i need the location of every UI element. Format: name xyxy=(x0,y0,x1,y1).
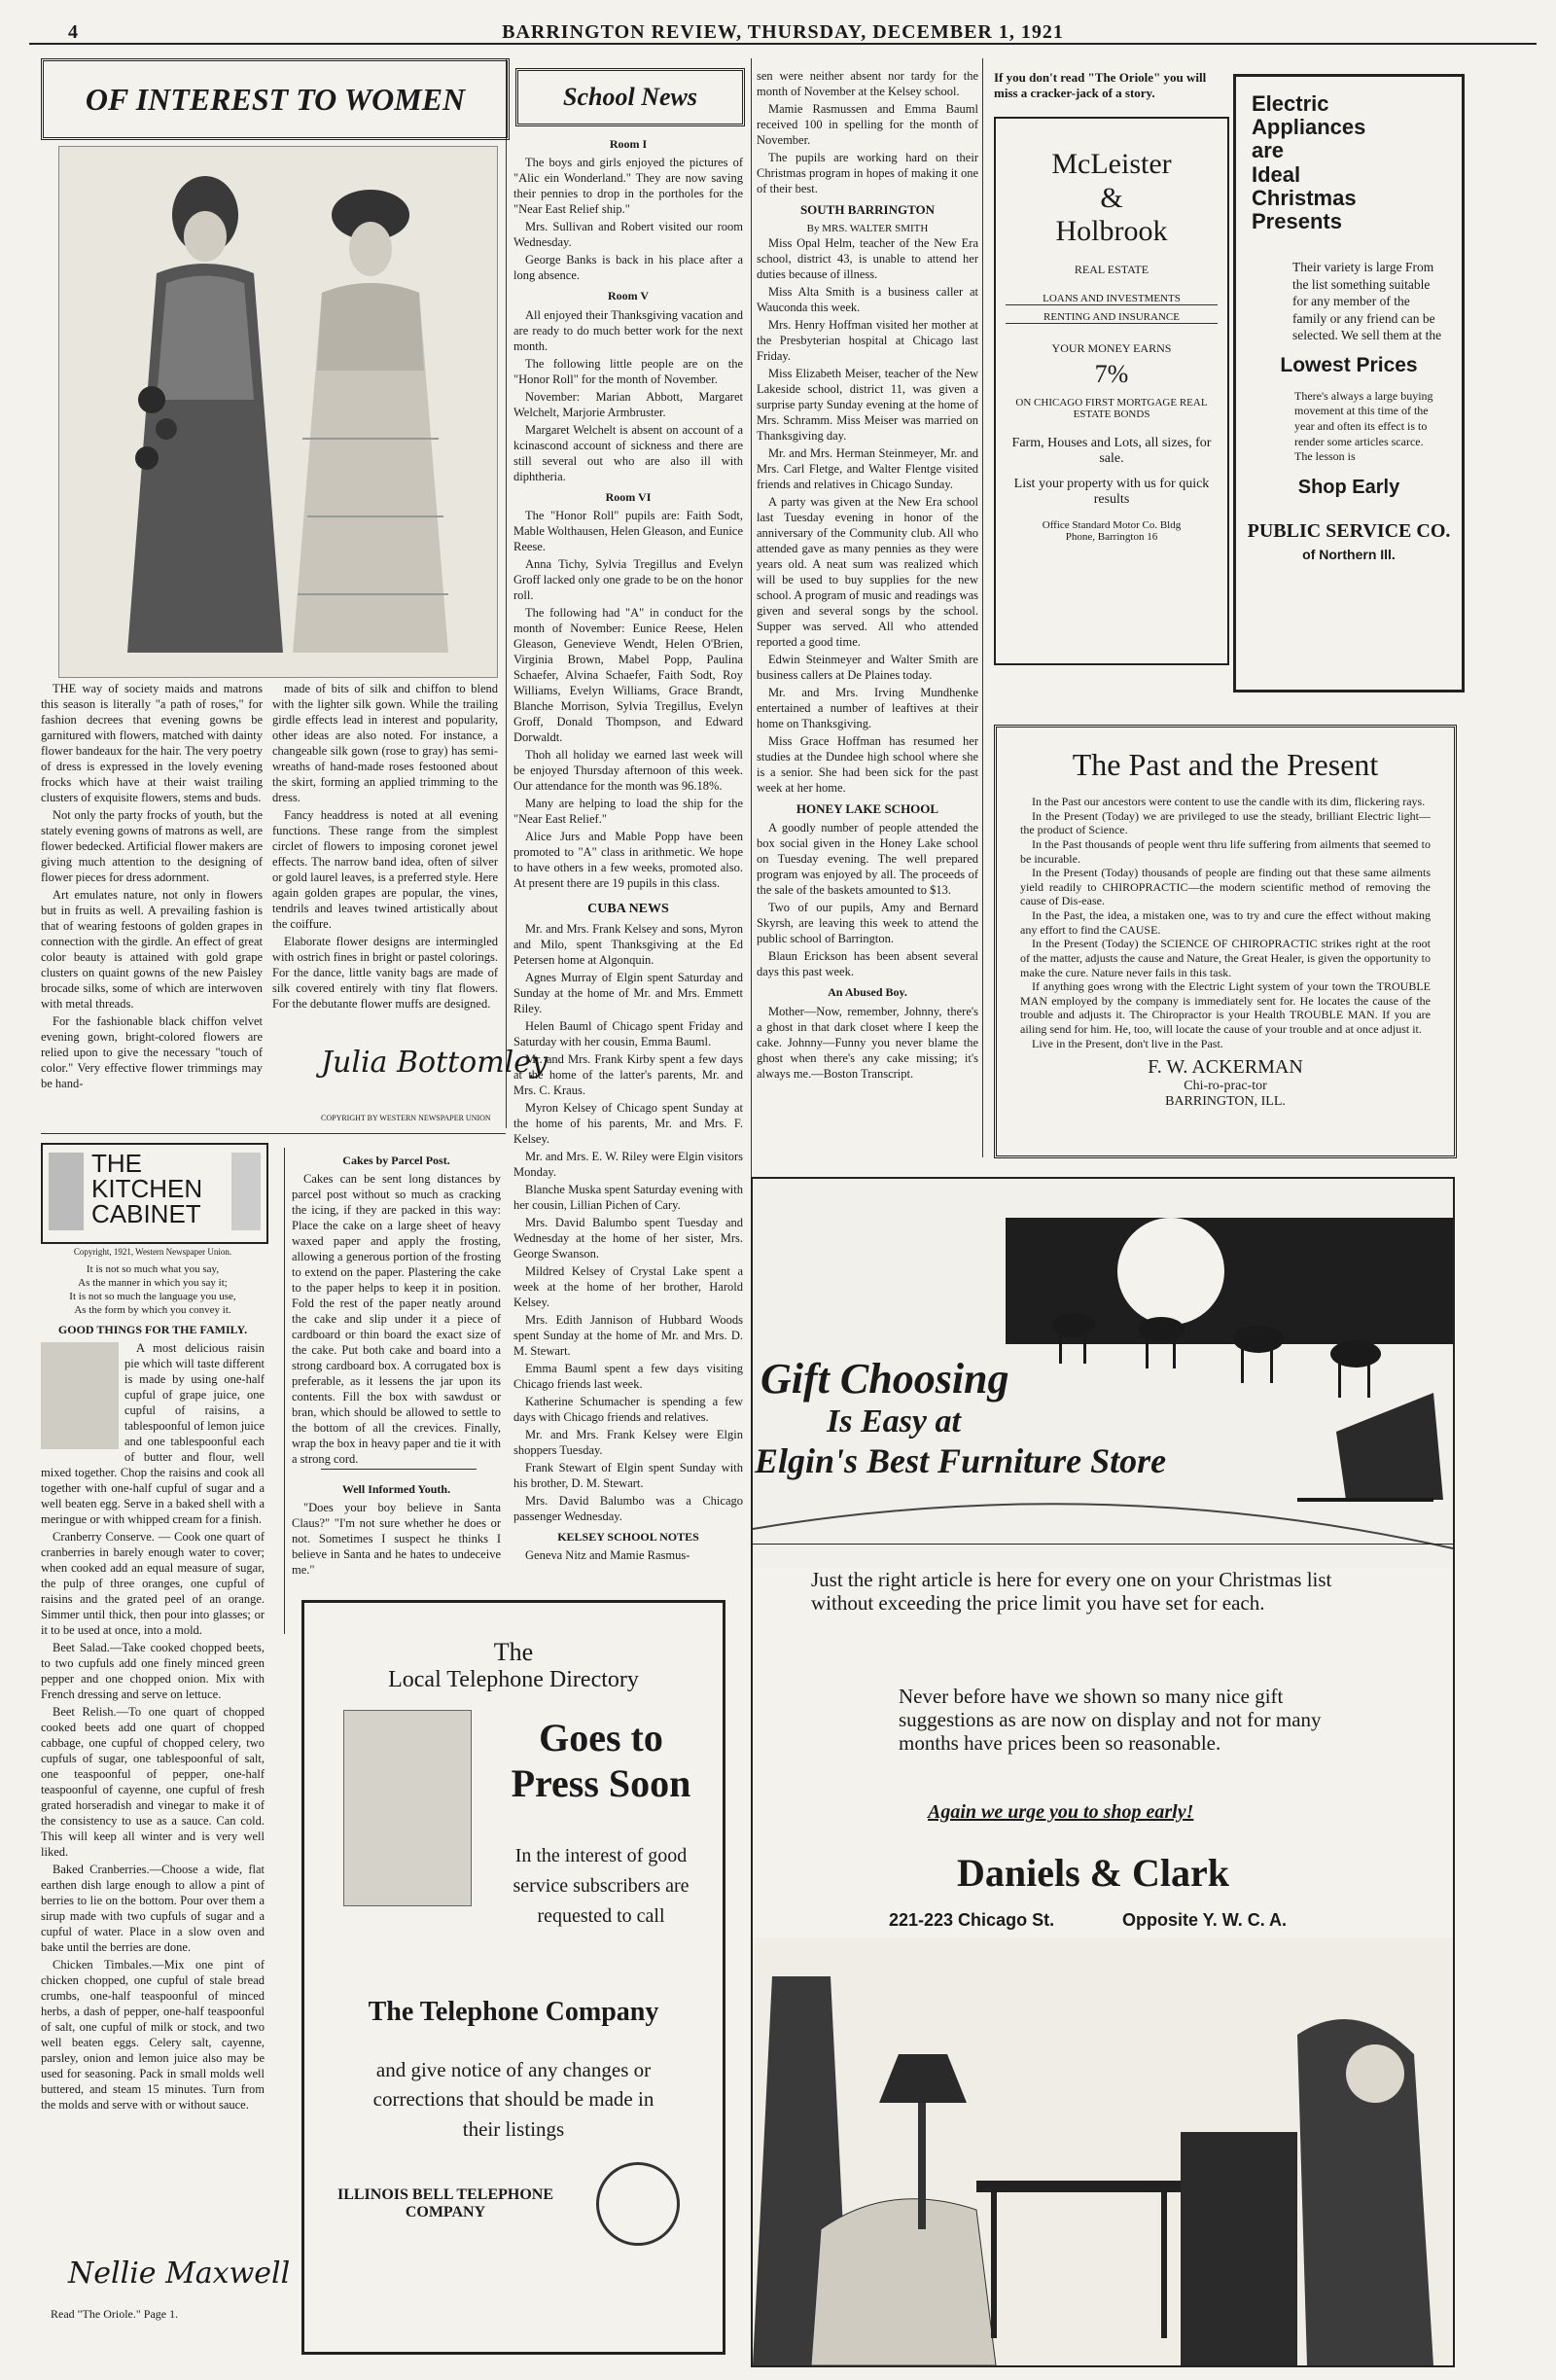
paragraph: Frank Stewart of Elgin spent Sunday with his brother, D. M. Stewart. xyxy=(513,1460,743,1490)
school-news-heading: School News xyxy=(515,68,745,126)
ad-headline: Gift Choosing xyxy=(760,1355,1009,1403)
paragraph: The boys and girls enjoyed the pictures of "Alic ein Wonderland." They are now saving their pennies to drop in the portholes for the "Near East Relief ship." xyxy=(513,156,743,217)
ad-text: Office Standard Motor Co. Bldg xyxy=(1042,518,1182,531)
paragraph: Mildred Kelsey of Crystal Lake spent a week at the home of her brother, Harold Kelsey. xyxy=(513,1263,743,1309)
column-rule xyxy=(506,58,507,1128)
ad-text: YOUR MONEY EARNS xyxy=(1051,340,1172,355)
section-rule xyxy=(753,1544,1453,1545)
ad-headline: Press Soon xyxy=(511,1761,691,1805)
living-room-furniture-illustration xyxy=(753,1937,1453,2365)
paragraph: The following had "A" in conduct for the month of November: Eunice Reese, Helen Gleason, Genevieve Wendt, Helen O'Brien, Virginia Brown, Mabel Popp, Paulina Schaefer, Alvina Schaefer, Faith Sodt, Roy Williams, Evelyn Williams, Grace Brandt, Blanche Morrison, Sylvia Tregillus, Evelyn Groff, Donald Thompson, and Edward Dorwaldt. xyxy=(513,606,743,745)
paragraph: Cranberry Conserve. — Cook one quart of cranberries in barely enough water to cover; when cooked add an equal measure of sugar, the pulp of three oranges, one cupful of raisins and the grated peel of an orange. Simmer until thick, then pour into glasses; or it to be used at once, into a mold. xyxy=(41,1530,265,1638)
paragraph: Mrs. Edith Jannison of Hubbard Woods spent Sunday at the home of Mr. and Mrs. D. M. Stewart. xyxy=(513,1312,743,1358)
paragraph: Mr. and Mrs. Frank Kelsey and sons, Myron and Milo, spent Thanksgiving at the Ed Petersen home at Algonquin. xyxy=(513,921,743,967)
school-news-column xyxy=(513,131,743,1615)
paragraph: Blaun Erickson has been absent several days this past week. xyxy=(757,949,978,979)
paragraph: Myron Kelsey of Chicago spent Sunday at the home of his parents, Mr. and Mrs. F. Kelsey. xyxy=(513,1100,743,1146)
paragraph: In the Past, the idea, a mistaken one, was to try and cure the effect without making any effort to find the CAUSE. xyxy=(1020,908,1431,937)
logo-line: THE xyxy=(91,1149,142,1178)
paragraph: George Banks is back in his place after a long absence. xyxy=(513,253,743,283)
ad-headline: Appliances xyxy=(1252,115,1366,140)
paragraph: sen were neither absent nor tardy for the month of November at the Kelsey school. xyxy=(757,69,978,98)
paragraph: Not only the party frocks of youth, but the stately evening gowns of matrons as well, are flower bedecked. Artificial flower makers are giving much attention to the designing of flower pieces for dress adornment. xyxy=(41,808,263,884)
paragraph: Cakes can be sent long distances by parcel post without so much as cracking the icing, if they are packed in this way: Place the cake on a large sheet of heavy waxed paper and apply the frosting, allowing a generous portion of the frosting to extend on the paper. Plastering the cake to the paper helps to keep it in position. Fold the rest of the paper neatly around the cake and slip under it a piece of cardboard or thin board the exact size of the cake. Put both cake and board into a strong cardboard box. A corrugated box is preferable, as it lessens the jar upon its contents. Fill the box with sawdust or bran, which should be allowed to settle to the bottom of all the crevices. Finally, wrap the box in heavy paper and tie it with a strong cord. xyxy=(292,1172,501,1467)
fashion-illustration xyxy=(58,146,498,678)
mcleister-holbrook-ad xyxy=(994,117,1229,665)
article-title: Cakes by Parcel Post. xyxy=(342,1154,450,1167)
youth-article xyxy=(292,1476,501,1593)
paragraph: In the Present (Today) thousands of people are finding out that these same ailments yield readily to CHIROPRACTIC—the modern scientific method of removing the cause of Dis-ease. xyxy=(1020,866,1431,908)
telephone-operator-illustration xyxy=(343,1710,472,1906)
paragraph: Beet Relish.—To one quart of chopped cooked beets add one quart of chopped cabbage, one cupful of chopped celery, two cupfuls of sugar, one tablespoonful of salt, one teaspoonful of pepper, one-half teaspoonful of cayenne, one cupful of fresh grated horseradish and vinegar to make it of the consistency to use as a sauce. Can cold. This will keep all winter and is very well liked. xyxy=(41,1705,265,1860)
ad-text: Chi-ro-prac-tor xyxy=(1184,1079,1267,1094)
column-rule xyxy=(284,1148,285,1634)
ad-headline: Ideal xyxy=(1252,161,1301,187)
masthead xyxy=(29,21,1537,45)
paragraph: Katherine Schumacher is spending a few days with Chicago friends and relatives. xyxy=(513,1394,743,1424)
page-number: 4 xyxy=(68,21,78,43)
ad-text: There's always a large buying movement at this time of the year and often its effect is to render some articles scarce. The lesson is xyxy=(1294,388,1433,464)
ad-text: BARRINGTON, ILL. xyxy=(1165,1094,1286,1110)
ad-headline: Shop Early xyxy=(1297,476,1400,498)
paragraph: All enjoyed their Thanksgiving vacation and are ready to do much better work for the next month. xyxy=(513,307,743,353)
ad-text: Their variety is large From the list something suitable for any member of the family or any friend can be selected. We sell them at the xyxy=(1292,260,1442,343)
paragraph: Mrs. Sullivan and Robert visited our room Wednesday. xyxy=(513,220,743,250)
paragraph: Two of our pupils, Amy and Bernard Skyrsh, are leaving this week to attend the public school of Barrington. xyxy=(757,901,978,946)
ackerman-chiropractor-ad xyxy=(994,725,1457,1158)
paragraph: Live in the Present, don't live in the Past. xyxy=(1032,1036,1223,1050)
paragraph: made of bits of silk and chiffon to blend with the lighter silk gown. While the trailing girdle effects lead in interest and popularity, other ideas are also noted. For instance, a changeable silk gown (rose to gray) has semi-wreaths of hand-made roses festooned about the skirt, forming an applied trimming to the dress. xyxy=(272,682,498,804)
ad-text: requested to call xyxy=(537,1905,665,1927)
ad-headline: The Past and the Present xyxy=(1072,747,1379,782)
subhead: SOUTH BARRINGTON xyxy=(799,202,936,217)
logo-line: CABINET xyxy=(91,1199,201,1228)
ad-text: Local Telephone Directory xyxy=(388,1667,639,1692)
footer-note: Read "The Oriole." Page 1. xyxy=(51,2307,179,2321)
paragraph: Miss Alta Smith is a business caller at Wauconda this week. xyxy=(757,284,978,314)
column-rule xyxy=(982,58,983,1157)
cabinet-icon xyxy=(49,1153,84,1230)
paragraph: Miss Opal Helm, teacher of the New Era school, district 43, is unable to attend her duties because of illness. xyxy=(757,235,978,281)
ad-headline: & xyxy=(1100,181,1123,214)
ad-text: LOANS AND INVESTMENTS xyxy=(1006,293,1218,305)
ad-headline: Is Easy at xyxy=(827,1403,961,1439)
paragraph: The "Honor Roll" pupils are: Faith Sodt, Mable Wolthausen, Helen Gleason, and Eunice Reese. xyxy=(513,509,743,554)
signature-nellie-maxwell: Nellie Maxwell xyxy=(68,2256,291,2291)
ad-text: In the interest of good xyxy=(514,1845,688,1866)
paragraph: Art emulates nature, not only in flowers but in fruits as well. A prevailing fashion is that of wearing festoons of golden grapes in connection with the girdle. An effect of great color beauty is attained with gold grape clusters on quaint gowns of the new Paisley brocade silks, some of which are interwoven with metal threads. xyxy=(41,888,263,1011)
paragraph: Thoh all holiday we earned last week will be enjoyed Thursday afternoon of this week. Our attendance for the month was 96.18%. xyxy=(513,748,743,794)
paragraph: Mrs. Henry Hoffman visited her mother at the Presbyterian hospital at Chicago last Friday. xyxy=(757,317,978,363)
ad-headline: PUBLIC SERVICE CO. xyxy=(1247,519,1451,542)
paragraph: Anna Tichy, Sylvia Tregillus and Evelyn Groff lacked only one grade to be on the honor roll. xyxy=(513,557,743,603)
paragraph: For the fashionable black chiffon velvet evening gown, bright-colored flowers are relied upon to give the necessary "touch of color." Very effective flower trimmings may be hand- xyxy=(41,1014,263,1090)
kitchen-cabinet-article xyxy=(41,1247,265,2249)
paragraph: Mr. and Mrs. Frank Kirby spent a few days at the home of the latter's parents, Mr. and Mrs. C. Kraus. xyxy=(513,1051,743,1097)
paragraph: A goodly number of people attended the box social given in the Honey Lake school on Tuesday evening. The well prepared program was enjoyed by all. The proceeds of the sale of the baskets amounted to $13. xyxy=(757,821,978,898)
ad-headline: Goes to xyxy=(539,1716,663,1759)
copyright-note: Copyright, 1921, Western Newspaper Union. xyxy=(73,1247,232,1257)
public-service-ad xyxy=(1233,74,1465,693)
ad-signature: F. W. ACKERMAN xyxy=(1148,1056,1303,1079)
ad-headline: Elgin's Best Furniture Store xyxy=(755,1441,1167,1480)
byline: By MRS. WALTER SMITH xyxy=(806,222,929,234)
subhead: CUBA NEWS xyxy=(587,902,669,917)
paragraph: Geneva Nitz and Mamie Rasmus- xyxy=(525,1548,690,1563)
subhead: An Abused Boy. xyxy=(828,985,907,1000)
paragraph: Mr. and Mrs. E. W. Riley were Elgin visitors Monday. xyxy=(513,1149,743,1179)
paragraph: Mr. and Mrs. Herman Steinmeyer, Mr. and Mrs. Carl Fletge, and Walter Flentge visited friends and relatives in Chicago Sunday. xyxy=(757,445,978,491)
subhead: HONEY LAKE SCHOOL xyxy=(796,800,939,816)
subhead: Room V xyxy=(607,289,650,303)
ad-text: their listings xyxy=(462,2116,565,2141)
rolling-pin-illustration xyxy=(41,1342,119,1449)
paragraph: Mr. and Mrs. Irving Mundhenke entertained a number of leaftives at their home on Thanksgiving. xyxy=(757,685,978,730)
paragraph: Mr. and Mrs. Frank Kelsey were Elgin shoppers Tuesday. xyxy=(513,1427,743,1457)
verse-line: It is not so much what you say, xyxy=(86,1262,220,1275)
ad-headline: Holbrook xyxy=(1055,215,1168,247)
copyright-note: COPYRIGHT BY WESTERN NEWSPAPER UNION xyxy=(321,1114,491,1122)
ad-text: Never before have we shown so many nice gift suggestions as are now on display and not for many months have prices been so reasonable. xyxy=(899,1685,1322,1756)
two-women-gowns-illustration xyxy=(59,147,497,677)
ad-text: The xyxy=(493,1638,534,1666)
ad-headline: are xyxy=(1252,138,1285,163)
section-rule xyxy=(41,1133,506,1134)
verse-line: As the form by which you convey it. xyxy=(74,1303,231,1316)
paragraph: Miss Grace Hoffman has resumed her studies at the Dundee high school where she is a senior. She had been sick for the past week at her home. xyxy=(757,733,978,795)
ad-text: 221-223 Chicago St. xyxy=(889,1910,1055,1930)
paragraph: Mother—Now, remember, Johnny, there's a ghost in that dark closet where I keep the cake. Johnny—Funny you never blame the ghost when there's any cake missing; it's always me.—Boston Transcript. xyxy=(757,1004,978,1081)
subhead: KELSEY SCHOOL NOTES xyxy=(557,1529,699,1544)
paragraph: Mamie Rasmussen and Emma Bauml received 100 in spelling for the month of November. xyxy=(757,102,978,147)
paragraph: Blanche Muska spent Saturday evening with her cousin, Lillian Pichen of Cary. xyxy=(513,1182,743,1212)
paragraph: The following little people are on the "Honor Roll" for the month of November. xyxy=(513,356,743,386)
women-article-col1 xyxy=(41,681,263,1109)
section-rule xyxy=(321,1469,477,1470)
ad-headline: Lowest Prices xyxy=(1280,353,1418,376)
ad-headline: Electric xyxy=(1252,91,1329,116)
subhead: Room VI xyxy=(605,489,652,504)
paragraph: A most delicious raisin pie which will taste different is made by using one-half cupful of grape juice, one cupful of raisins, a tablespoonful of lemon juice and one tablespoonful each of butter and flour, well mixed together. Chop the raisins and cook all together with one-half cupful of sugar and a well beaten egg. Serve in a baked shell with a meringue or with whipped cream for a finish. xyxy=(41,1341,265,1527)
furniture-scene xyxy=(753,1937,1453,2365)
daniels-clark-furniture-ad xyxy=(751,1177,1455,2367)
paragraph: A party was given at the New Era school last Tuesday evening in honor of the anniversary of the Community club. All who attended gave as many pennies as they were years old. A neat sum was realized which will be used to buy supplies for the new school. A program of music and readings was given and several songs by the school. Supper was served. All who attended reported a good time. xyxy=(757,494,978,649)
masthead-title: BARRINGTON REVIEW, THURSDAY, DECEMBER 1, 1921 xyxy=(502,21,1064,43)
paragraph: Mrs. David Balumbo spent Tuesday and Wednesday at the home of her sister, Mrs. George Swanson. xyxy=(513,1215,743,1261)
bell-system-icon xyxy=(596,2162,680,2246)
paragraph: If anything goes wrong with the Electric Light system of your town the TROUBLE MAN employed by the company is immediately sent for. He locates the cause of the trouble and adjusts it. The Chiropractor is your Health TROUBLE MAN. If you are ailing send for him. He, too, will locate the cause of your trouble and at once adjust it. xyxy=(1020,979,1431,1036)
ad-text: of Northern Ill. xyxy=(1302,546,1396,562)
paragraph: Many are helping to load the ship for the "Near East Relief." xyxy=(513,797,743,827)
signature-julia-bottomley: Julia Bottomley xyxy=(321,1046,548,1080)
paragraph: Alice Jurs and Mable Popp have been promoted to "A" class in arithmetic. We hope to have others in a few weeks, promoted also. At present there are 19 pupils in this class. xyxy=(513,830,743,891)
ad-signature: COMPANY xyxy=(405,2204,486,2220)
ad-text: ON CHICAGO FIRST MORTGAGE REAL ESTATE BONDS xyxy=(1015,396,1208,420)
cabinet-icon xyxy=(231,1153,261,1230)
ad-headline: Christmas xyxy=(1252,185,1357,210)
ad-text: Farm, Houses and Lots, all sizes, for sale. xyxy=(1011,435,1212,466)
paragraph: November: Marian Abbott, Margaret Welchelt, Marjorie Armbruster. xyxy=(513,389,743,419)
paragraph: "Does your boy believe in Santa Claus?" "I'm not sure whether he does or not. Sometimes I suspect he thinks I believe in Santa and he hates to undeceive me." xyxy=(292,1501,501,1578)
paragraph: The pupils are working hard on their Christmas program in hopes of making it one of their best. xyxy=(757,151,978,195)
ad-headline: The Telephone Company xyxy=(368,1997,659,2027)
subhead: GOOD THINGS FOR THE FAMILY. xyxy=(57,1322,248,1336)
verse-line: As the manner in which you say it; xyxy=(78,1276,228,1289)
cakes-article xyxy=(292,1148,501,1467)
paragraph: Fancy headdress is noted at all evening functions. These range from the simplest circlet of flowers to imposing coronet jewel effects. The narrow band idea, often of silver or gold laurel leaves, is a preferred style. Here again golden grapes are popular, the vines, tendrils and leaves twined artistically about the coiffure. xyxy=(272,808,498,931)
ad-text: REAL ESTATE xyxy=(1074,262,1149,276)
paragraph: Chicken Timbales.—Mix one pint of chicken chopped, one cupful of stale bread crumbs, one-half teaspoonful of minced herbs, a dash of pepper, one-half teaspoonful of salt, one cupful of milk or stock, and two well beaten eggs. Celery salt, cayenne, parsley, onion and lemon juice also may be used for seasoning. Pack in small molds well buttered, and steam 15 minutes. Turn from the molds and serve with or without sauce. xyxy=(41,1958,265,2113)
ad-signature: ILLINOIS BELL TELEPHONE xyxy=(336,2186,553,2203)
paragraph: THE way of society maids and matrons this season is literally "a path of roses," for fashion decrees that evening gowns be garnitured with flowers, matched with dainty flower bandeaux for the hair. The very poetry of dress is expressed in the lovely evening frocks which have at their waist trailing clusters of exquisite flowers, stems and buds. xyxy=(41,682,263,804)
paragraph: Helen Bauml of Chicago spent Friday and Saturday with her cousin, Emma Bauml. xyxy=(513,1018,743,1048)
article-title: Well Informed Youth. xyxy=(341,1482,451,1496)
kitchen-cabinet-logo xyxy=(41,1143,268,1244)
ad-text: Phone, Barrington 16 xyxy=(1065,530,1158,543)
women-heading: OF INTEREST TO WOMEN xyxy=(41,58,510,140)
ad-text: RENTING AND INSURANCE xyxy=(1006,311,1218,324)
paragraph: Mrs. David Balumbo was a Chicago passenger Wednesday. xyxy=(513,1493,743,1523)
ad-headline: Presents xyxy=(1252,208,1342,233)
ad-headline: Daniels & Clark xyxy=(957,1851,1229,1895)
telephone-directory-ad xyxy=(301,1600,725,2355)
ad-text: List your property with us for quick results xyxy=(1013,476,1210,507)
paragraph: Baked Cranberries.—Choose a wide, flat earthen dish large enough to allow a pint of berries to lie on the bottom. Pour over them a sirup made with two cupfuls of sugar and a cupful of water. Place in a slow oven and bake until the berries are done. xyxy=(41,1863,265,1955)
paragraph: In the Present (Today) we are privileged to use the steady, brilliant Electric light—the product of Science. xyxy=(1020,808,1431,837)
logo-line: KITCHEN xyxy=(91,1174,203,1203)
ad-text: and give notice of any changes or xyxy=(375,2058,652,2081)
ad-text: service subscribers are xyxy=(513,1875,690,1897)
ad-text: Opposite Y. W. C. A. xyxy=(1122,1910,1288,1930)
paragraph: In the Past our ancestors were content to use the candle with its dim, flickering rays. xyxy=(1032,795,1426,808)
local-news-column xyxy=(757,68,978,1157)
paragraph: Margaret Welchelt is absent on account of a kcinascond account of sickness and there are still several out who are also ill with diphtheria. xyxy=(513,422,743,483)
ad-headline: 7% xyxy=(1094,359,1129,388)
paragraph: Emma Bauml spent a few days visiting Chicago friends last week. xyxy=(513,1361,743,1391)
ad-text: Again we urge you to shop early! xyxy=(928,1801,1194,1823)
oriole-notice: If you don't read "The Oriole" you will miss a cracker-jack of a story. xyxy=(994,70,1207,100)
paragraph: Agnes Murray of Elgin spent Saturday and Sunday at the home of Mr. and Mrs. Emmett Riley. xyxy=(513,970,743,1015)
ad-text: corrections that should be made in xyxy=(372,2087,654,2112)
ad-headline: McLeister xyxy=(1051,148,1172,180)
paragraph: Edwin Steinmeyer and Walter Smith are business callers at De Plaines today. xyxy=(757,652,978,682)
paragraph: Elaborate flower designs are intermingled with ostrich fines in bright or pastel colorings. For the dance, little vanity bags are made of silk covered entirely with tiny flat flowers. For the debutante flower muffs are designed. xyxy=(272,935,498,1011)
ad-text: Just the right article is here for every one on your Christmas list without exceeding the price limit you have set for each. xyxy=(811,1568,1332,1616)
paragraph: In the Present (Today) the SCIENCE OF CHIROPRACTIC strikes right at the root of the matter, adjusts the cause and Nature, the Great Healer, is given the opportunity to make the cure. Nature never fails in this task. xyxy=(1020,937,1431,979)
women-article-col2 xyxy=(272,681,498,1050)
paragraph: In the Past thousands of people went thru life suffering from ailments that seemed to be incurable. xyxy=(1020,836,1431,866)
subhead: Room I xyxy=(609,137,648,151)
verse-line: It is not so much the language you use, xyxy=(69,1290,236,1302)
paragraph: Beet Salad.—Take cooked chopped beets, to two cupfuls add one finely minced green pepper and one chopped onion. Mix with French dressing and serve on lettuce. xyxy=(41,1641,265,1702)
paragraph: Miss Elizabeth Meiser, teacher of the New Lakeside school, district 11, was given a surprise party Sunday evening at the home of Mrs. Schramm. Miss Meiser was married on Thanksgiving day. xyxy=(757,366,978,443)
